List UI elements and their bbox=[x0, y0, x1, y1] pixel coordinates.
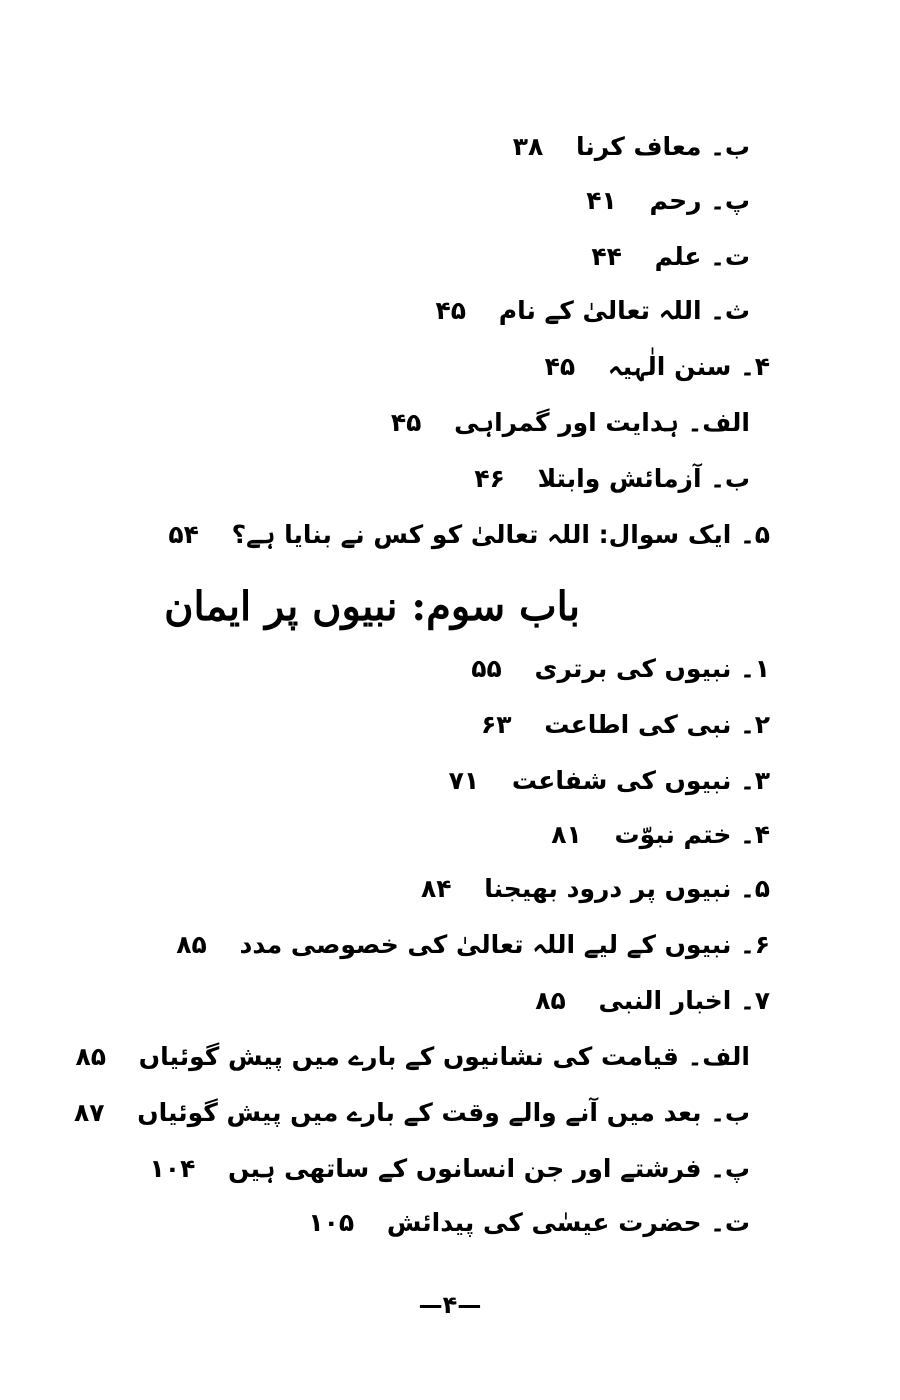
toc-entry-page: ۴۵ bbox=[435, 296, 467, 325]
toc-entry-page: ۵۵ bbox=[471, 654, 502, 683]
toc-entry-label: پ۔ رحم bbox=[649, 186, 750, 215]
toc-entry bbox=[391, 406, 750, 440]
toc-entry-label: ث۔ اللہ تعالیٰ کے نام bbox=[498, 296, 750, 325]
toc-entry-page: ۸۷ bbox=[74, 1098, 105, 1127]
toc-entry-page: ۴۵ bbox=[544, 352, 576, 381]
toc-entry-page: ۱۰۴ bbox=[149, 1154, 196, 1183]
toc-entry-page: ۵۴ bbox=[168, 520, 199, 549]
toc-entry bbox=[471, 652, 770, 686]
toc-entry-page: ۸۵ bbox=[535, 986, 566, 1015]
chapter-heading: باب سوم: نبیوں پر ایمان bbox=[164, 583, 580, 630]
toc-entry-page: ۸۵ bbox=[176, 930, 207, 959]
toc-entry bbox=[586, 184, 750, 218]
toc-entry bbox=[513, 130, 750, 164]
toc-entry bbox=[176, 928, 770, 962]
toc-entry bbox=[551, 818, 770, 852]
toc-entry bbox=[436, 294, 751, 328]
toc-entry bbox=[76, 1040, 750, 1074]
toc-entry-label: ت۔ حضرت عیسٰی کی پیدائش bbox=[386, 1208, 750, 1237]
toc-entry-label: ۲۔ نبی کی اطاعت bbox=[544, 710, 770, 739]
toc-entry-label: ۴۔ ختم نبوّت bbox=[614, 820, 770, 849]
toc-entry-page: ۴۴ bbox=[591, 242, 622, 271]
toc-entry-page: ۸۵ bbox=[75, 1042, 107, 1071]
toc-entry bbox=[150, 1152, 750, 1186]
toc-entry bbox=[168, 518, 770, 552]
toc-entry bbox=[421, 872, 770, 906]
toc-entry bbox=[591, 240, 750, 274]
toc-entry bbox=[481, 708, 770, 742]
toc-entry-label: ۳۔ نبیوں کی شفاعت bbox=[511, 766, 770, 795]
toc-entry-label: پ۔ فرشتے اور جن انسانوں کے ساتھی ہیں bbox=[228, 1154, 750, 1183]
toc-entry-page: ۷۱ bbox=[448, 766, 480, 795]
toc-entry-label: ت۔ علم bbox=[654, 242, 750, 271]
toc-entry-label: ب۔ آزمائش وابتلا bbox=[537, 464, 750, 493]
toc-entry bbox=[545, 350, 770, 384]
toc-entry-label: ۱۔ نبیوں کی برتری bbox=[534, 654, 770, 683]
toc-entry-label: ۵۔ ایک سوال: اللہ تعالیٰ کو کس نے بنایا ہے؟ bbox=[231, 520, 770, 549]
toc-entry-page: ۸۴ bbox=[420, 874, 452, 903]
toc-entry-label: ۴۔ سنن الٰہیہ bbox=[607, 352, 770, 381]
toc-entry bbox=[308, 1206, 750, 1240]
toc-entry-page: ۶۳ bbox=[480, 710, 512, 739]
toc-entry-label: ۷۔ اخبار النبی bbox=[598, 986, 770, 1015]
toc-entry-page: ۸۱ bbox=[551, 820, 582, 849]
toc-entry-label: ب۔ بعد میں آنے والے وقت کے بارے میں پیش گوئیاں bbox=[137, 1098, 750, 1127]
toc-entry-page: ۱۰۵ bbox=[308, 1208, 355, 1237]
toc-entry-page: ۴۵ bbox=[390, 408, 422, 437]
toc-entry-label: الف۔ قیامت کی نشانیوں کے بارے میں پیش گوئیاں bbox=[138, 1042, 750, 1071]
toc-entry bbox=[535, 984, 770, 1018]
toc-entry bbox=[449, 764, 770, 798]
toc-entry-page: ۴۶ bbox=[474, 464, 505, 493]
toc-entry-page: ۳۸ bbox=[512, 132, 544, 161]
toc-entry-label: الف۔ ہدایت اور گمراہی bbox=[454, 408, 750, 437]
toc-entry-label: ب۔ معاف کرنا bbox=[575, 132, 750, 161]
toc-entry bbox=[474, 462, 750, 496]
page-number: —۴— bbox=[418, 1291, 482, 1319]
toc-entry-page: ۴۱ bbox=[586, 186, 617, 215]
toc-entry bbox=[74, 1096, 750, 1130]
toc-entry-label: ۵۔ نبیوں پر درود بھیجنا bbox=[484, 874, 770, 903]
toc-entry-label: ۶۔ نبیوں کے لیے اللہ تعالیٰ کی خصوصی مدد bbox=[239, 930, 770, 959]
